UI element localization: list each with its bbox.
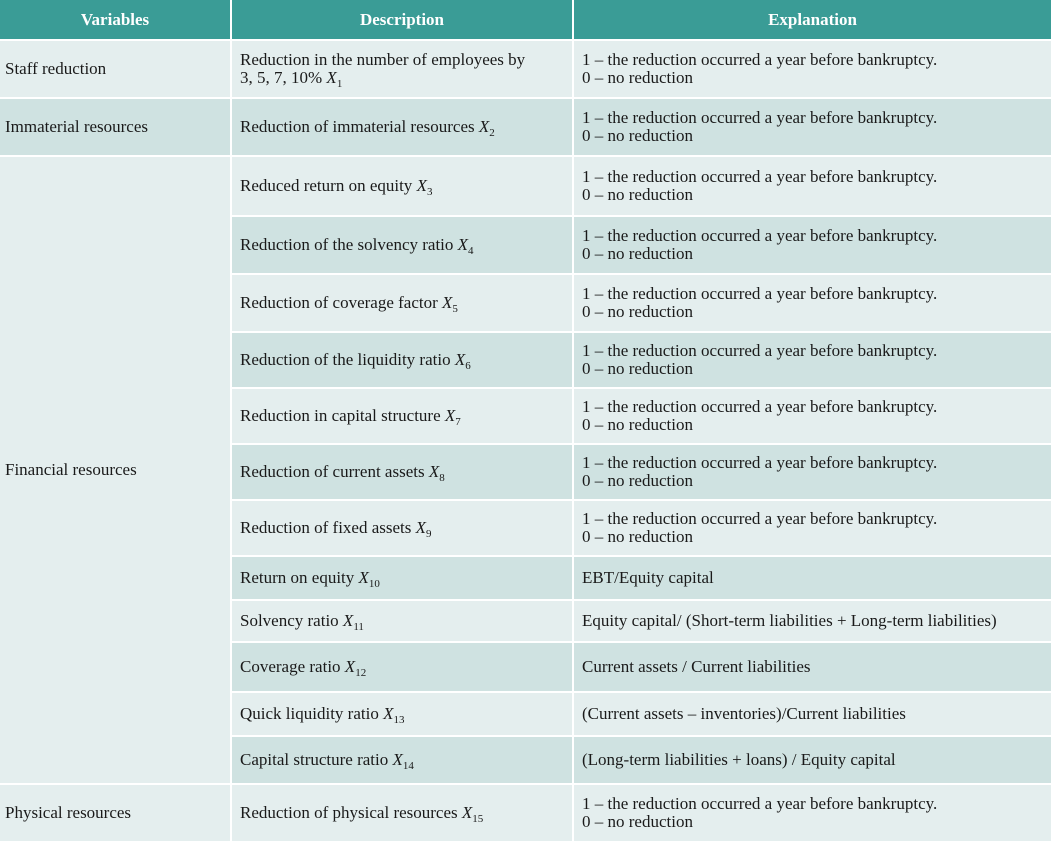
description-text: Quick liquidity ratio [240, 704, 384, 723]
variable-symbol: X [342, 611, 354, 630]
description-cell [231, 274, 573, 332]
explanation-line: 0 – no reduction [582, 244, 693, 263]
explanation-line: 0 – no reduction [582, 126, 693, 145]
variable-symbol: X [442, 293, 453, 312]
header-variables: Variables [0, 0, 231, 40]
variable-symbol: X [461, 803, 473, 822]
description-text: Reduction of fixed assets [240, 518, 416, 537]
description-text: Solvency ratio [240, 611, 343, 630]
explanation-cell [573, 98, 1051, 156]
variable-symbol: X [383, 704, 394, 723]
description-cell [231, 736, 573, 784]
explanation-line: 0 – no reduction [582, 527, 693, 546]
description-text: 3, 5, 7, 10% [240, 68, 327, 87]
description-text: Reduction in capital structure [240, 406, 445, 425]
description-cell [231, 388, 573, 444]
variable-index: 15 [472, 813, 484, 825]
variable-symbol: X [444, 406, 456, 425]
description-text: Reduction of immaterial resources [240, 117, 479, 136]
variable-cell: Staff reduction [0, 40, 231, 98]
variable-index: 11 [353, 621, 364, 633]
variable-symbol: X [454, 350, 466, 369]
explanation-line: 0 – no reduction [582, 415, 693, 434]
variable-index: 5 [452, 303, 458, 315]
explanation-line: 1 – the reduction occurred a year before bankruptcy. [582, 341, 938, 360]
explanation-line: 1 – the reduction occurred a year before bankruptcy. [582, 794, 938, 813]
explanation-cell [573, 40, 1051, 98]
explanation-cell [573, 332, 1051, 388]
explanation-line: 1 – the reduction occurred a year before bankruptcy. [582, 397, 938, 416]
description-cell [231, 784, 573, 842]
variable-cell: Financial resources [0, 156, 231, 784]
explanation-cell [573, 500, 1051, 556]
table-row [0, 156, 1051, 216]
explanation-cell: (Current assets – inventories)/Current liabilities [573, 692, 1051, 736]
description-cell [231, 216, 573, 274]
explanation-line: 1 – the reduction occurred a year before bankruptcy. [582, 108, 938, 127]
description-text: Reduction of coverage factor [240, 293, 443, 312]
explanation-cell [573, 156, 1051, 216]
variable-symbol: X [344, 657, 356, 676]
description-cell [231, 98, 573, 156]
variable-symbol: X [326, 68, 337, 87]
variable-symbol: X [478, 117, 490, 136]
explanation-cell [573, 784, 1051, 842]
description-text: Reduction of the solvency ratio [240, 235, 458, 254]
description-text: Reduction of physical resources [240, 803, 462, 822]
explanation-line: 1 – the reduction occurred a year before bankruptcy. [582, 509, 938, 528]
explanation-cell [573, 388, 1051, 444]
variable-symbol: X [392, 750, 403, 769]
explanation-line: 1 – the reduction occurred a year before bankruptcy. [582, 167, 938, 186]
variable-index: 9 [426, 528, 432, 540]
variable-index: 4 [468, 245, 474, 257]
description-text: Coverage ratio [240, 657, 345, 676]
variable-cell: Immaterial resources [0, 98, 231, 156]
description-text: Reduced return on equity [240, 176, 417, 195]
variable-index: 3 [426, 186, 433, 198]
variable-symbol: X [428, 462, 440, 481]
explanation-line: 0 – no reduction [582, 68, 693, 87]
explanation-line: 0 – no reduction [582, 471, 693, 490]
variable-index: 1 [336, 78, 343, 90]
description-text: Reduction in the number of employees by [240, 50, 526, 69]
explanation-line: 1 – the reduction occurred a year before bankruptcy. [582, 226, 938, 245]
explanation-line: 0 – no reduction [582, 302, 693, 321]
description-cell [231, 500, 573, 556]
variable-index: 7 [455, 416, 461, 428]
variable-index: 14 [402, 760, 414, 772]
variable-index: 8 [439, 472, 445, 484]
variable-index: 12 [355, 667, 367, 679]
variable-index: 2 [489, 127, 495, 139]
explanation-line: 1 – the reduction occurred a year before bankruptcy. [582, 50, 938, 69]
variable-index: 13 [393, 714, 405, 726]
description-cell [231, 692, 573, 736]
variable-symbol: X [415, 518, 427, 537]
explanation-cell: (Long-term liabilities + loans) / Equity capital [573, 736, 1051, 784]
description-cell [231, 444, 573, 500]
variable-symbol: X [358, 568, 369, 587]
table-row [0, 98, 1051, 156]
table-row [0, 784, 1051, 842]
header-row [0, 0, 1051, 40]
description-cell [231, 600, 573, 642]
explanation-line: 0 – no reduction [582, 359, 693, 378]
variable-index: 10 [368, 578, 380, 590]
description-text: Return on equity [240, 568, 359, 587]
explanation-line: 0 – no reduction [582, 185, 693, 204]
explanation-cell: Current assets / Current liabilities [573, 642, 1051, 692]
variable-symbol: X [416, 176, 427, 195]
description-text: Reduction of current assets [240, 462, 429, 481]
explanation-cell [573, 444, 1051, 500]
explanation-cell [573, 216, 1051, 274]
explanation-line: 0 – no reduction [582, 812, 693, 831]
explanation-line: 1 – the reduction occurred a year before bankruptcy. [582, 453, 938, 472]
description-cell [231, 40, 573, 98]
explanation-cell: Equity capital/ (Short-term liabilities + Long-term liabilities) [573, 600, 1051, 642]
variable-cell: Physical resources [0, 784, 231, 842]
explanation-cell [573, 274, 1051, 332]
description-cell [231, 556, 573, 600]
description-cell [231, 156, 573, 216]
explanation-line: 1 – the reduction occurred a year before bankruptcy. [582, 284, 938, 303]
variable-index: 6 [465, 360, 471, 372]
header-description: Description [231, 0, 573, 40]
description-cell [231, 332, 573, 388]
description-text: Capital structure ratio [240, 750, 393, 769]
description-cell [231, 642, 573, 692]
description-text: Reduction of the liquidity ratio [240, 350, 455, 369]
explanation-cell: EBT/Equity capital [573, 556, 1051, 600]
variable-symbol: X [457, 235, 469, 254]
header-explanation: Explanation [573, 0, 1051, 40]
table-row [0, 40, 1051, 98]
